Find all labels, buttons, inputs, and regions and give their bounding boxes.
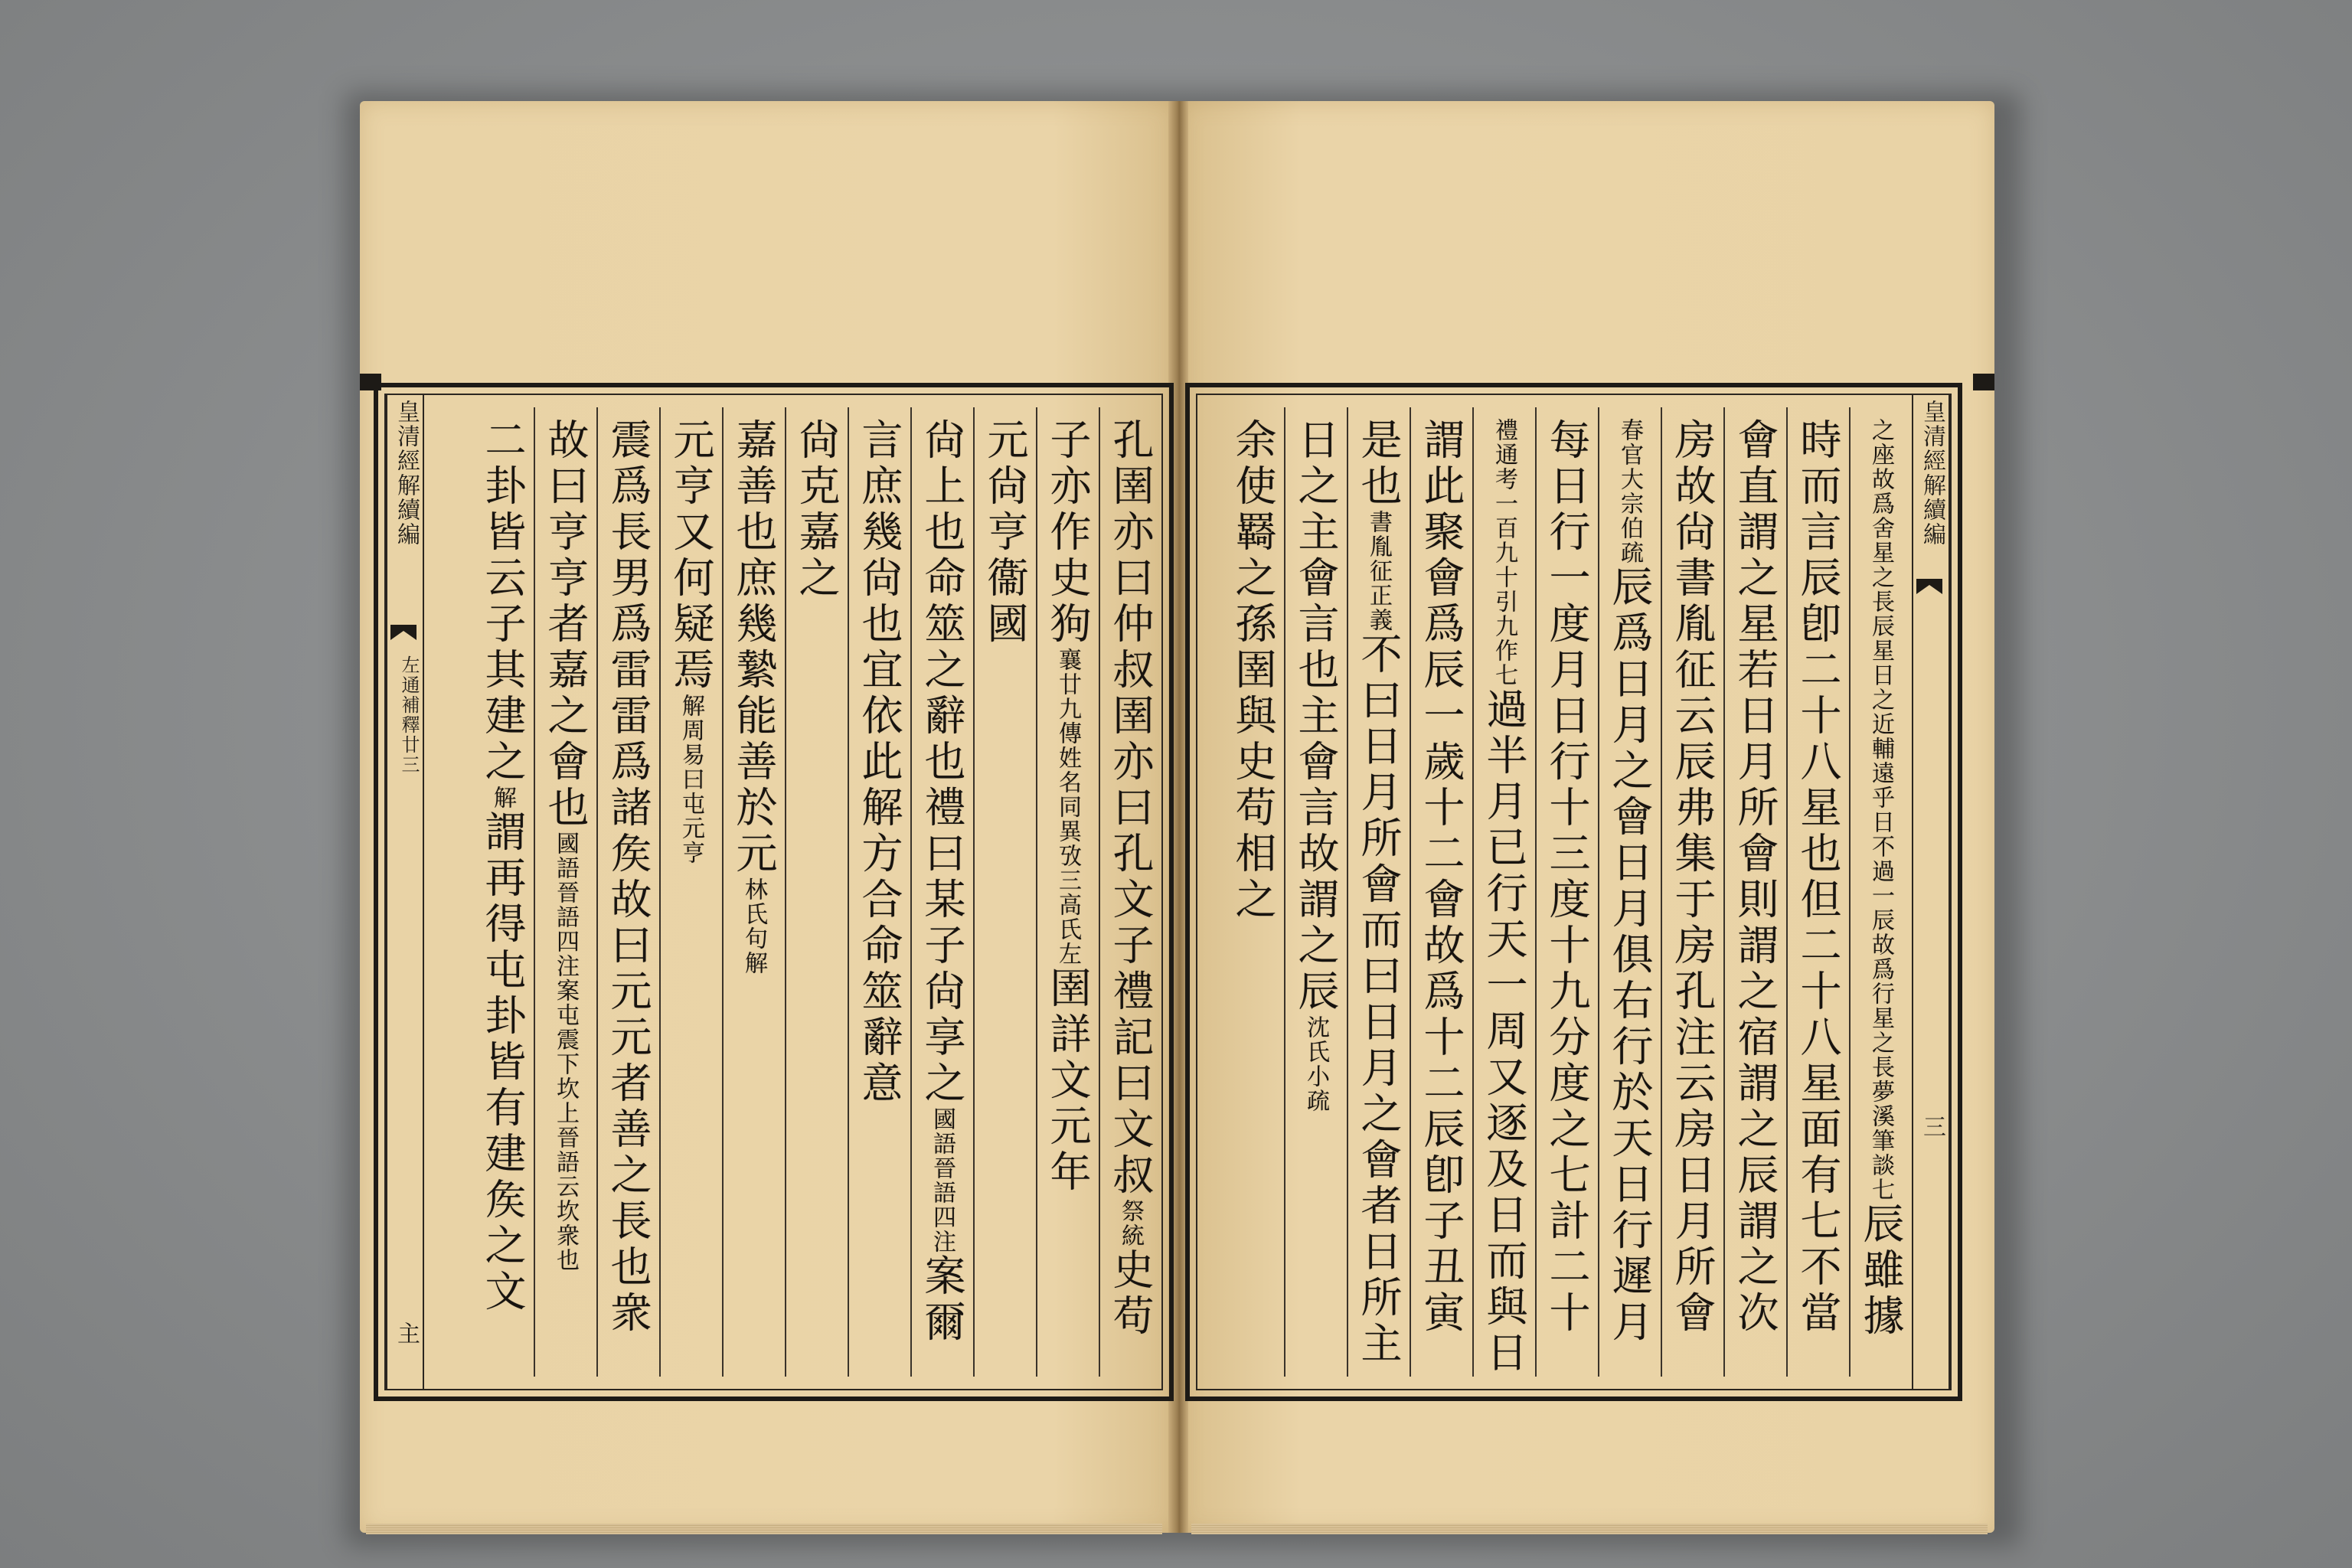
text-column: 禮通考一百九十引九作七過半月已行天一周又逐及日而與日 — [1472, 407, 1535, 1377]
text-column: 言庶幾尙也宜依此解方合命筮辭意 — [848, 407, 910, 1377]
text-column: 會直謂之星若日月所會則謂之宿謂之辰謂之次 — [1723, 407, 1786, 1377]
left-corner-mark — [360, 374, 381, 390]
text-column: 故曰亨亨者嘉之會也國語晉語四注案屯震下坎上晉語云坎衆也 — [534, 407, 596, 1377]
left-printed-frame — [374, 383, 1174, 1401]
text-column: 日之主會言也主會言故謂之辰沈氏小疏 — [1284, 407, 1347, 1377]
right-corner-mark — [1973, 374, 1994, 390]
text-column: 尙上也命筮之辭也禮曰某子尙享之國語晉語四注案爾 — [910, 407, 973, 1377]
text-column: 子亦作史狗襄廿九傳姓名同異攷三高氏左圉詳文元年 — [1036, 407, 1099, 1377]
right-banxin — [1912, 395, 1950, 1389]
right-folio-number: 三 — [1919, 1115, 1945, 1139]
text-column: 元亨又何疑焉解周易曰屯元亨 — [659, 407, 722, 1377]
text-column: 春官大宗伯疏辰爲日月之會日月俱右行於天日行遲月 — [1598, 407, 1661, 1377]
right-inner-border — [1196, 394, 1952, 1390]
left-section-title: 左通補釋廿三 — [398, 655, 420, 775]
right-book-title: 皇清經解續編 — [1919, 400, 1945, 547]
text-column: 余使羇之孫圉與史苟相之 — [1229, 418, 1277, 923]
text-column: 震爲長男爲雷雷爲諸矦故曰元元者善之長也衆 — [596, 407, 659, 1377]
right-page-edges — [1191, 1524, 1988, 1534]
text-column: 嘉善也庶幾縶能善於元林氏句解 — [722, 407, 785, 1377]
text-column: 元尙亨衞國 — [973, 407, 1036, 1377]
left-book-title: 皇清經解續編 — [393, 400, 420, 547]
left-text-columns — [424, 407, 1161, 1377]
left-folio-number: 主 — [393, 1321, 420, 1346]
left-inner-border — [384, 394, 1163, 1390]
text-column: 二卦皆云子其建之解謂再得屯卦皆有建矦之文 — [479, 418, 527, 1315]
text-column: 房故尙書胤征云辰弗集于房孔注云房日月所會 — [1661, 407, 1723, 1377]
text-column: 是也書胤征正義不曰日月所會而曰日月之會者日所主 — [1347, 407, 1410, 1377]
text-column: 時而言辰卽二十八星也但二十八星面有七不當 — [1786, 407, 1849, 1377]
text-column: 每日行一度月日行十三度十九分度之七計二十 — [1535, 407, 1598, 1377]
right-printed-frame — [1185, 383, 1962, 1401]
fishtail-mark — [390, 625, 416, 640]
right-text-columns — [1197, 407, 1912, 1377]
text-column: 之座故爲舍星之長辰星日之近輔遠乎日不過一辰故爲行星之長夢溪筆談七辰雖據 — [1849, 407, 1912, 1377]
text-column: 尙克嘉之 — [785, 407, 848, 1377]
text-column: 謂此聚會爲辰一歲十二會故爲十二辰卽子丑寅 — [1410, 407, 1472, 1377]
left-page-edges — [366, 1524, 1162, 1534]
text-column: 孔圉亦曰仲叔圉亦曰孔文子禮記曰文叔祭統史苟 — [1099, 407, 1161, 1377]
fishtail-mark — [1916, 579, 1942, 594]
left-banxin — [386, 395, 424, 1389]
